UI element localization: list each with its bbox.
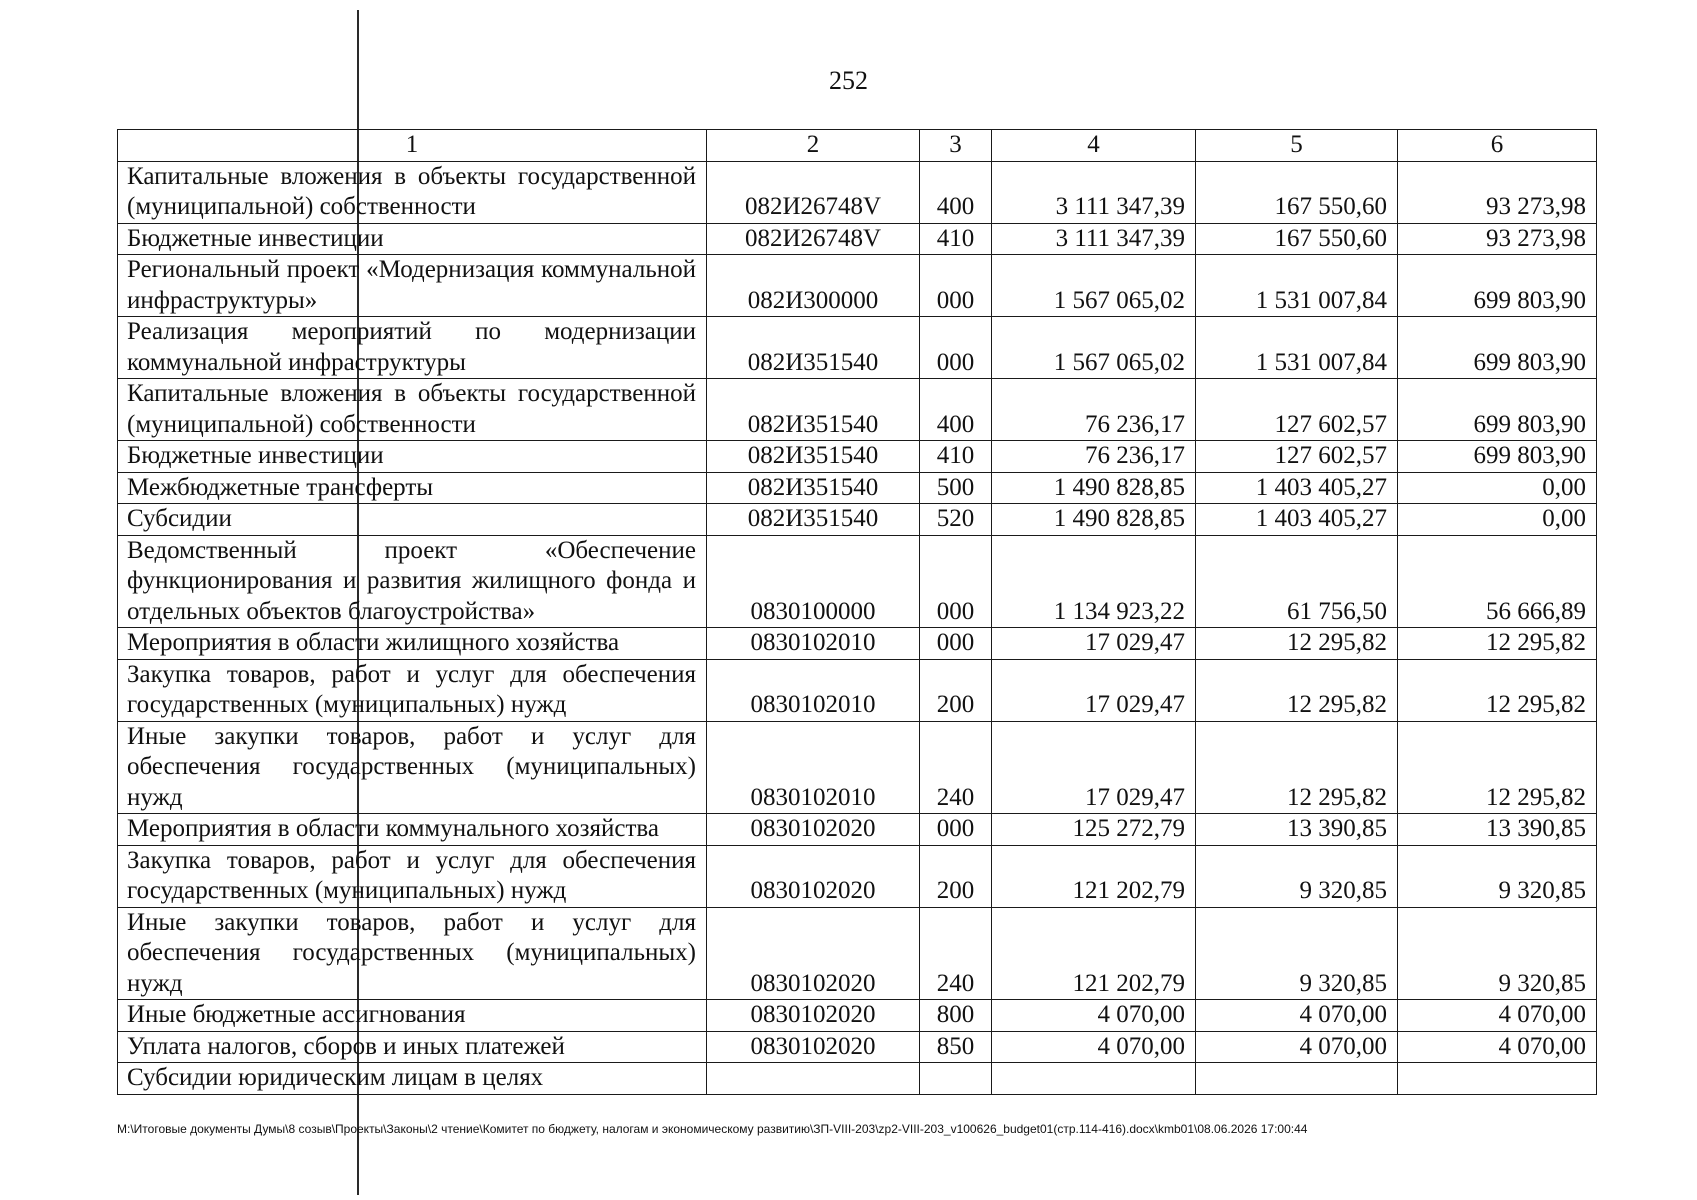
- row-name-cell: Реализация мероприятий по модернизации коммунальной инфраструктуры: [118, 317, 707, 379]
- column-header: 3: [920, 130, 992, 162]
- row-amount-3-cell: 0,00: [1398, 472, 1597, 504]
- row-expense-type-cell: 240: [920, 907, 992, 1000]
- row-name-cell: Субсидии: [118, 504, 707, 536]
- row-amount-1-cell: 76 236,17: [992, 379, 1196, 441]
- table-row: [118, 535, 1597, 628]
- row-expense-type-cell: 410: [920, 223, 992, 255]
- row-name-cell: Бюджетные инвестиции: [118, 223, 707, 255]
- row-amount-3-cell: 699 803,90: [1398, 441, 1597, 473]
- row-amount-1-cell: 17 029,47: [992, 721, 1196, 814]
- row-amount-2-cell: 127 602,57: [1196, 441, 1398, 473]
- row-expense-type-cell: 410: [920, 441, 992, 473]
- row-name-cell: Мероприятия в области коммунального хозяйства: [118, 814, 707, 846]
- column-header: 2: [707, 130, 920, 162]
- row-name-cell: Закупка товаров, работ и услуг для обеспечения государственных (муниципальных) нужд: [118, 659, 707, 721]
- row-expense-type-cell: 240: [920, 721, 992, 814]
- column-header: 5: [1196, 130, 1398, 162]
- row-amount-3-cell: 699 803,90: [1398, 317, 1597, 379]
- row-amount-3-cell: [1398, 1063, 1597, 1095]
- row-amount-3-cell: 93 273,98: [1398, 161, 1597, 223]
- table-row: [118, 628, 1597, 660]
- row-amount-1-cell: 4 070,00: [992, 1031, 1196, 1063]
- table-row: [118, 255, 1597, 317]
- row-code-cell: 0830102020: [707, 1031, 920, 1063]
- row-amount-2-cell: 9 320,85: [1196, 845, 1398, 907]
- column-header: 4: [992, 130, 1196, 162]
- table-row: [118, 659, 1597, 721]
- row-amount-3-cell: 699 803,90: [1398, 255, 1597, 317]
- row-expense-type-cell: 520: [920, 504, 992, 536]
- row-amount-1-cell: 1 134 923,22: [992, 535, 1196, 628]
- row-code-cell: 082И351540: [707, 441, 920, 473]
- row-name-cell: Уплата налогов, сборов и иных платежей: [118, 1031, 707, 1063]
- row-amount-3-cell: 13 390,85: [1398, 814, 1597, 846]
- table-row: [118, 721, 1597, 814]
- row-amount-1-cell: 1 567 065,02: [992, 317, 1196, 379]
- row-name-cell: Капитальные вложения в объекты государственной (муниципальной) собственности: [118, 161, 707, 223]
- table-row: [118, 504, 1597, 536]
- table-body: [118, 161, 1597, 1094]
- row-expense-type-cell: 400: [920, 161, 992, 223]
- row-code-cell: 0830102020: [707, 845, 920, 907]
- footer-file-path: M:\Итоговые документы Думы\8 созыв\Проекты\Законы\2 чтение\Комитет по бюджету, налогам и экономическому развитию\ЗП-VIII-203\zp2-VIII-203_v100626_budget01(стр.114-416).docx\kmb01\08.06.2026 17:00:44: [117, 1122, 1308, 1136]
- row-amount-2-cell: [1196, 1063, 1398, 1095]
- row-amount-1-cell: 121 202,79: [992, 845, 1196, 907]
- row-code-cell: 082И351540: [707, 504, 920, 536]
- row-amount-2-cell: 12 295,82: [1196, 659, 1398, 721]
- row-expense-type-cell: 000: [920, 317, 992, 379]
- table-header-row: [118, 130, 1597, 162]
- row-code-cell: 082И300000: [707, 255, 920, 317]
- row-code-cell: 082И351540: [707, 317, 920, 379]
- row-code-cell: 082И351540: [707, 379, 920, 441]
- row-expense-type-cell: 200: [920, 845, 992, 907]
- row-expense-type-cell: 800: [920, 1000, 992, 1032]
- row-code-cell: 0830102010: [707, 628, 920, 660]
- row-name-cell: Бюджетные инвестиции: [118, 441, 707, 473]
- row-amount-3-cell: 699 803,90: [1398, 379, 1597, 441]
- column-header: 1: [118, 130, 707, 162]
- row-amount-1-cell: 17 029,47: [992, 659, 1196, 721]
- row-amount-2-cell: 167 550,60: [1196, 223, 1398, 255]
- row-code-cell: 082И26748V: [707, 223, 920, 255]
- budget-table: [117, 129, 1597, 1095]
- table-row: [118, 317, 1597, 379]
- table-row: [118, 1000, 1597, 1032]
- row-amount-2-cell: 12 295,82: [1196, 628, 1398, 660]
- row-amount-3-cell: 56 666,89: [1398, 535, 1597, 628]
- row-code-cell: 0830102020: [707, 907, 920, 1000]
- row-amount-2-cell: 9 320,85: [1196, 907, 1398, 1000]
- row-code-cell: [707, 1063, 920, 1095]
- row-amount-1-cell: 3 111 347,39: [992, 161, 1196, 223]
- row-amount-2-cell: 4 070,00: [1196, 1031, 1398, 1063]
- page-number: 252: [829, 66, 868, 95]
- row-amount-2-cell: 61 756,50: [1196, 535, 1398, 628]
- row-code-cell: 0830102010: [707, 659, 920, 721]
- row-amount-3-cell: 9 320,85: [1398, 845, 1597, 907]
- row-name-cell: Иные закупки товаров, работ и услуг для обеспечения государственных (муниципальных) нужд: [118, 907, 707, 1000]
- row-name-cell: Субсидии юридическим лицам в целях: [118, 1063, 707, 1095]
- table-row: [118, 472, 1597, 504]
- row-amount-3-cell: 4 070,00: [1398, 1031, 1597, 1063]
- table-row: [118, 814, 1597, 846]
- row-amount-2-cell: 12 295,82: [1196, 721, 1398, 814]
- row-name-cell: Закупка товаров, работ и услуг для обеспечения государственных (муниципальных) нужд: [118, 845, 707, 907]
- table-row: [118, 1031, 1597, 1063]
- row-amount-2-cell: 127 602,57: [1196, 379, 1398, 441]
- row-amount-3-cell: 0,00: [1398, 504, 1597, 536]
- row-expense-type-cell: 850: [920, 1031, 992, 1063]
- table-row: [118, 907, 1597, 1000]
- row-amount-2-cell: 1 531 007,84: [1196, 317, 1398, 379]
- table-row: [118, 441, 1597, 473]
- row-name-cell: Иные бюджетные ассигнования: [118, 1000, 707, 1032]
- row-code-cell: 082И26748V: [707, 161, 920, 223]
- row-amount-2-cell: 167 550,60: [1196, 161, 1398, 223]
- row-name-cell: Мероприятия в области жилищного хозяйства: [118, 628, 707, 660]
- row-name-cell: Ведомственный проект «Обеспечение функционирования и развития жилищного фонда и отдельных объектов благоустройства»: [118, 535, 707, 628]
- table-row: [118, 223, 1597, 255]
- row-name-cell: Региональный проект «Модернизация коммунальной инфраструктуры»: [118, 255, 707, 317]
- row-amount-1-cell: 17 029,47: [992, 628, 1196, 660]
- row-code-cell: 0830100000: [707, 535, 920, 628]
- row-amount-1-cell: 1 490 828,85: [992, 504, 1196, 536]
- table-row: [118, 161, 1597, 223]
- row-amount-1-cell: 4 070,00: [992, 1000, 1196, 1032]
- row-name-cell: Капитальные вложения в объекты государственной (муниципальной) собственности: [118, 379, 707, 441]
- row-expense-type-cell: 000: [920, 628, 992, 660]
- row-expense-type-cell: 400: [920, 379, 992, 441]
- row-amount-3-cell: 12 295,82: [1398, 721, 1597, 814]
- row-code-cell: 0830102010: [707, 721, 920, 814]
- row-code-cell: 0830102020: [707, 814, 920, 846]
- row-amount-1-cell: 3 111 347,39: [992, 223, 1196, 255]
- row-expense-type-cell: 000: [920, 535, 992, 628]
- row-amount-1-cell: 121 202,79: [992, 907, 1196, 1000]
- row-name-cell: Иные закупки товаров, работ и услуг для обеспечения государственных (муниципальных) нужд: [118, 721, 707, 814]
- row-amount-3-cell: 12 295,82: [1398, 628, 1597, 660]
- column-header: 6: [1398, 130, 1597, 162]
- row-amount-2-cell: 4 070,00: [1196, 1000, 1398, 1032]
- row-amount-3-cell: 9 320,85: [1398, 907, 1597, 1000]
- row-expense-type-cell: [920, 1063, 992, 1095]
- row-expense-type-cell: 200: [920, 659, 992, 721]
- table-row: [118, 845, 1597, 907]
- row-amount-2-cell: 1 531 007,84: [1196, 255, 1398, 317]
- row-expense-type-cell: 000: [920, 255, 992, 317]
- row-code-cell: 082И351540: [707, 472, 920, 504]
- row-amount-2-cell: 1 403 405,27: [1196, 504, 1398, 536]
- row-amount-1-cell: 125 272,79: [992, 814, 1196, 846]
- row-amount-2-cell: 1 403 405,27: [1196, 472, 1398, 504]
- row-name-cell: Межбюджетные трансферты: [118, 472, 707, 504]
- row-amount-2-cell: 13 390,85: [1196, 814, 1398, 846]
- row-expense-type-cell: 000: [920, 814, 992, 846]
- table-row: [118, 379, 1597, 441]
- row-amount-3-cell: 12 295,82: [1398, 659, 1597, 721]
- row-amount-1-cell: 1 567 065,02: [992, 255, 1196, 317]
- row-amount-1-cell: 1 490 828,85: [992, 472, 1196, 504]
- row-amount-3-cell: 93 273,98: [1398, 223, 1597, 255]
- row-code-cell: 0830102020: [707, 1000, 920, 1032]
- table-row: [118, 1063, 1597, 1095]
- row-amount-1-cell: [992, 1063, 1196, 1095]
- row-expense-type-cell: 500: [920, 472, 992, 504]
- row-amount-1-cell: 76 236,17: [992, 441, 1196, 473]
- row-amount-3-cell: 4 070,00: [1398, 1000, 1597, 1032]
